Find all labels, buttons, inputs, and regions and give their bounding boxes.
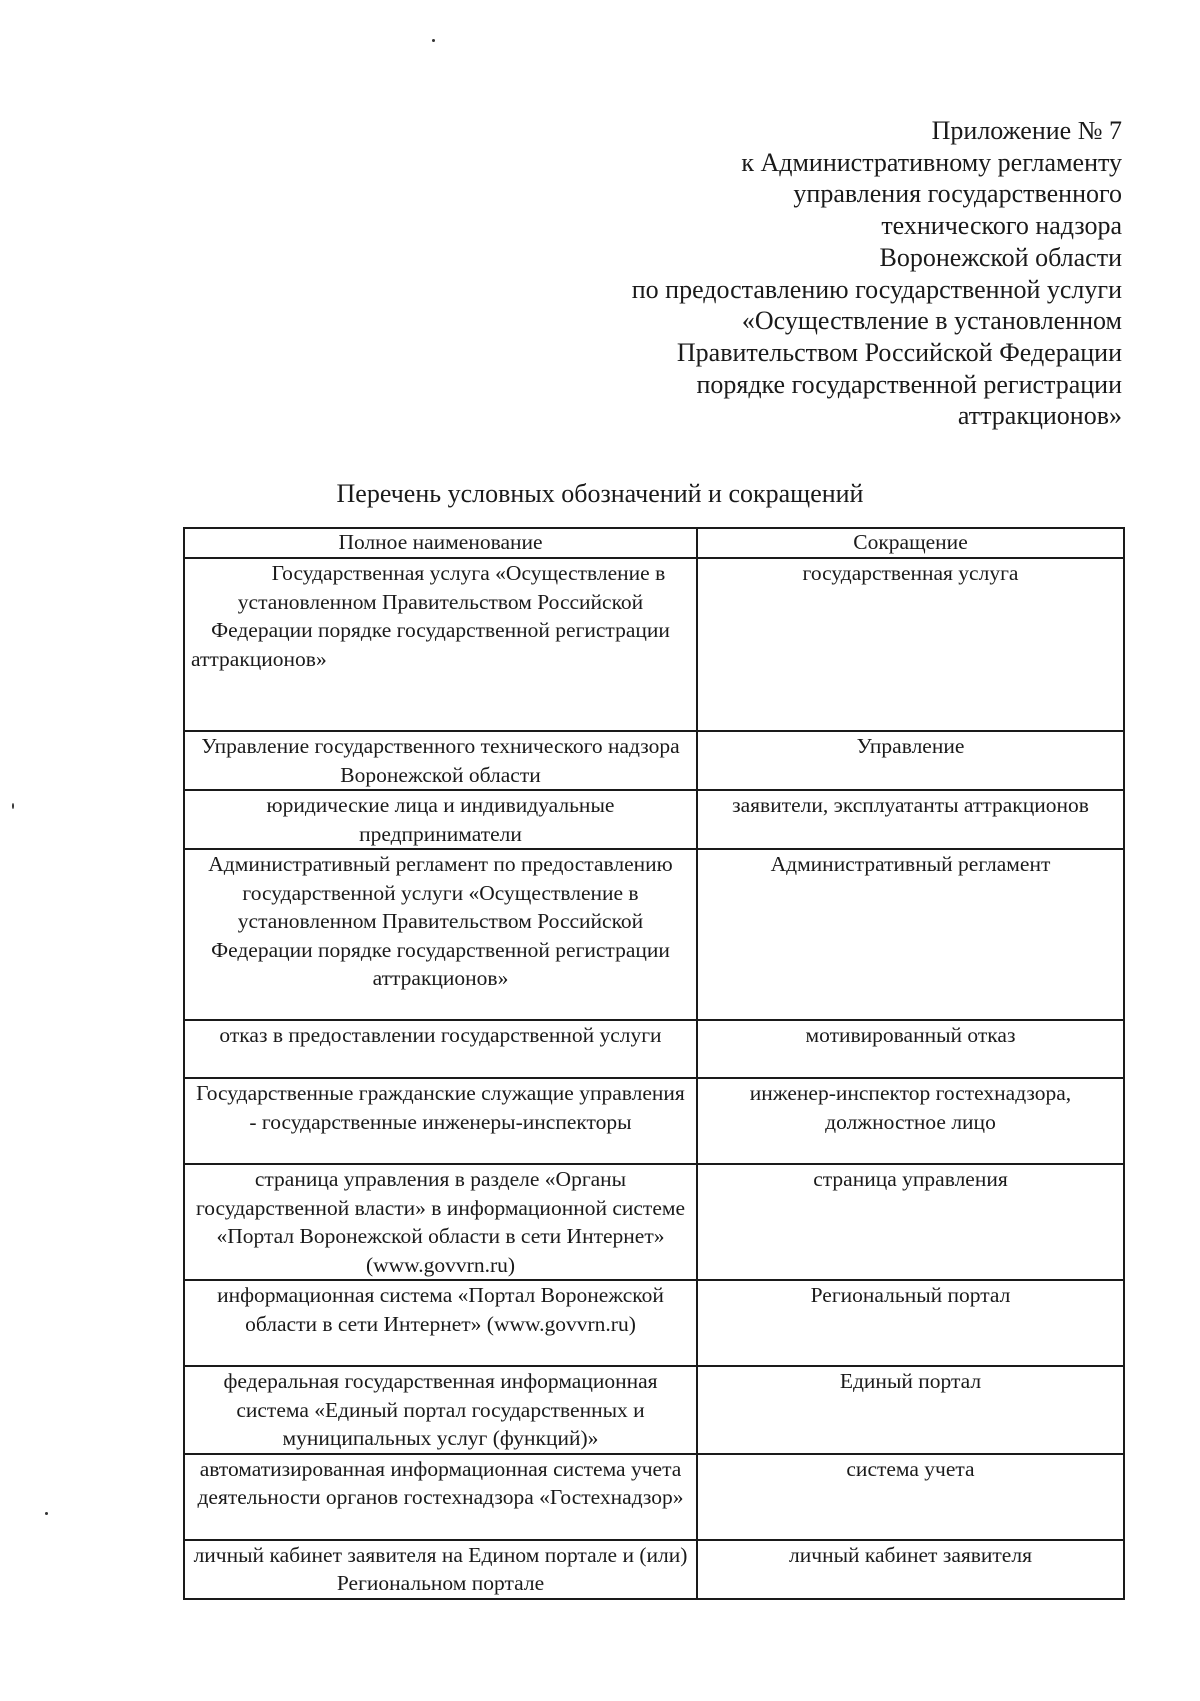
appendix-header-line: Приложение № 7: [931, 116, 1122, 145]
scan-speck: [432, 39, 435, 42]
appendix-header-line: аттракционов»: [957, 401, 1122, 431]
full-name-cell: личный кабинет заявителя на Едином портале и (или) Региональном портале: [184, 1540, 697, 1599]
abbreviations-table: [183, 527, 1125, 1600]
appendix-header-line: порядке государственной регистрации: [696, 369, 1122, 399]
appendix-header-line: к Административному регламенту: [741, 147, 1122, 177]
full-name-cell: Административный регламент по предоставлению государственной услуги «Осуществление в установленном Правительством Российской Федерации порядке государственной регистрации аттракционов»: [184, 849, 697, 1020]
table-row: [184, 1078, 1124, 1164]
abbreviation-cell: инженер-инспектор гостехнадзора, должностное лицо: [697, 1078, 1124, 1164]
full-name-cell: страница управления в разделе «Органы государственной власти» в информационной системе «Портал Воронежской области в сети Интернет» (www.govvrn.ru): [184, 1164, 697, 1280]
full-name-cell: Государственные гражданские служащие управления - государственные инженеры-инспекторы: [184, 1078, 697, 1164]
full-name-cell: Государственная услуга «Осуществление в установленном Правительством Российской Федерации порядке государственной регистрации аттракционов»: [184, 558, 697, 731]
appendix-header-line: технического надзора: [881, 211, 1122, 241]
appendix-header-line: Правительством Российской Федерации: [676, 337, 1122, 367]
abbreviation-cell: Региональный портал: [697, 1280, 1124, 1366]
table-row: [184, 1020, 1124, 1078]
full-name-cell: информационная система «Портал Воронежской области в сети Интернет» (www.govvrn.ru): [184, 1280, 697, 1366]
appendix-header-line: по предоставлению государственной услуги: [631, 274, 1122, 304]
abbreviation-cell: страница управления: [697, 1164, 1124, 1280]
table-row: [184, 1540, 1124, 1599]
appendix-header-line: Воронежской области: [879, 242, 1122, 272]
table-row: [184, 1454, 1124, 1540]
table-row: [184, 849, 1124, 1020]
abbreviation-cell: Административный регламент: [697, 849, 1124, 1020]
appendix-header: [632, 115, 1122, 432]
document-title: Перечень условных обозначений и сокращений: [336, 479, 864, 508]
full-name-cell: автоматизированная информационная система учета деятельности органов гостехнадзора «Гостехнадзор»: [184, 1454, 697, 1540]
abbreviation-cell: государственная услуга: [697, 558, 1124, 731]
table-header-row: [184, 528, 1124, 558]
abbreviation-cell: мотивированный отказ: [697, 1020, 1124, 1078]
full-name-cell: федеральная государственная информационная система «Единый портал государственных и муниципальных услуг (функций)»: [184, 1366, 697, 1454]
abbreviation-cell: заявители, эксплуатанты аттракционов: [697, 790, 1124, 849]
abbreviation-cell: Управление: [697, 731, 1124, 790]
full-name-cell: Управление государственного технического надзора Воронежской области: [184, 731, 697, 790]
abbreviation-cell: Единый портал: [697, 1366, 1124, 1454]
table-row: [184, 731, 1124, 790]
table-row: [184, 1366, 1124, 1454]
abbreviation-cell: личный кабинет заявителя: [697, 1540, 1124, 1599]
full-name-cell: отказ в предоставлении государственной услуги: [184, 1020, 697, 1078]
appendix-header-line: «Осуществление в установленном: [741, 306, 1122, 336]
scan-speck: [45, 1512, 48, 1515]
table-row: [184, 1164, 1124, 1280]
full-name-cell: юридические лица и индивидуальные предприниматели: [184, 790, 697, 849]
table-row: [184, 558, 1124, 731]
appendix-header-line: управления государственного: [793, 179, 1122, 209]
column-header-full-name: Полное наименование: [184, 528, 697, 558]
table-row: [184, 1280, 1124, 1366]
table-row: [184, 790, 1124, 849]
scan-speck: [12, 803, 14, 809]
abbreviation-cell: система учета: [697, 1454, 1124, 1540]
column-header-abbreviation: Сокращение: [697, 528, 1124, 558]
